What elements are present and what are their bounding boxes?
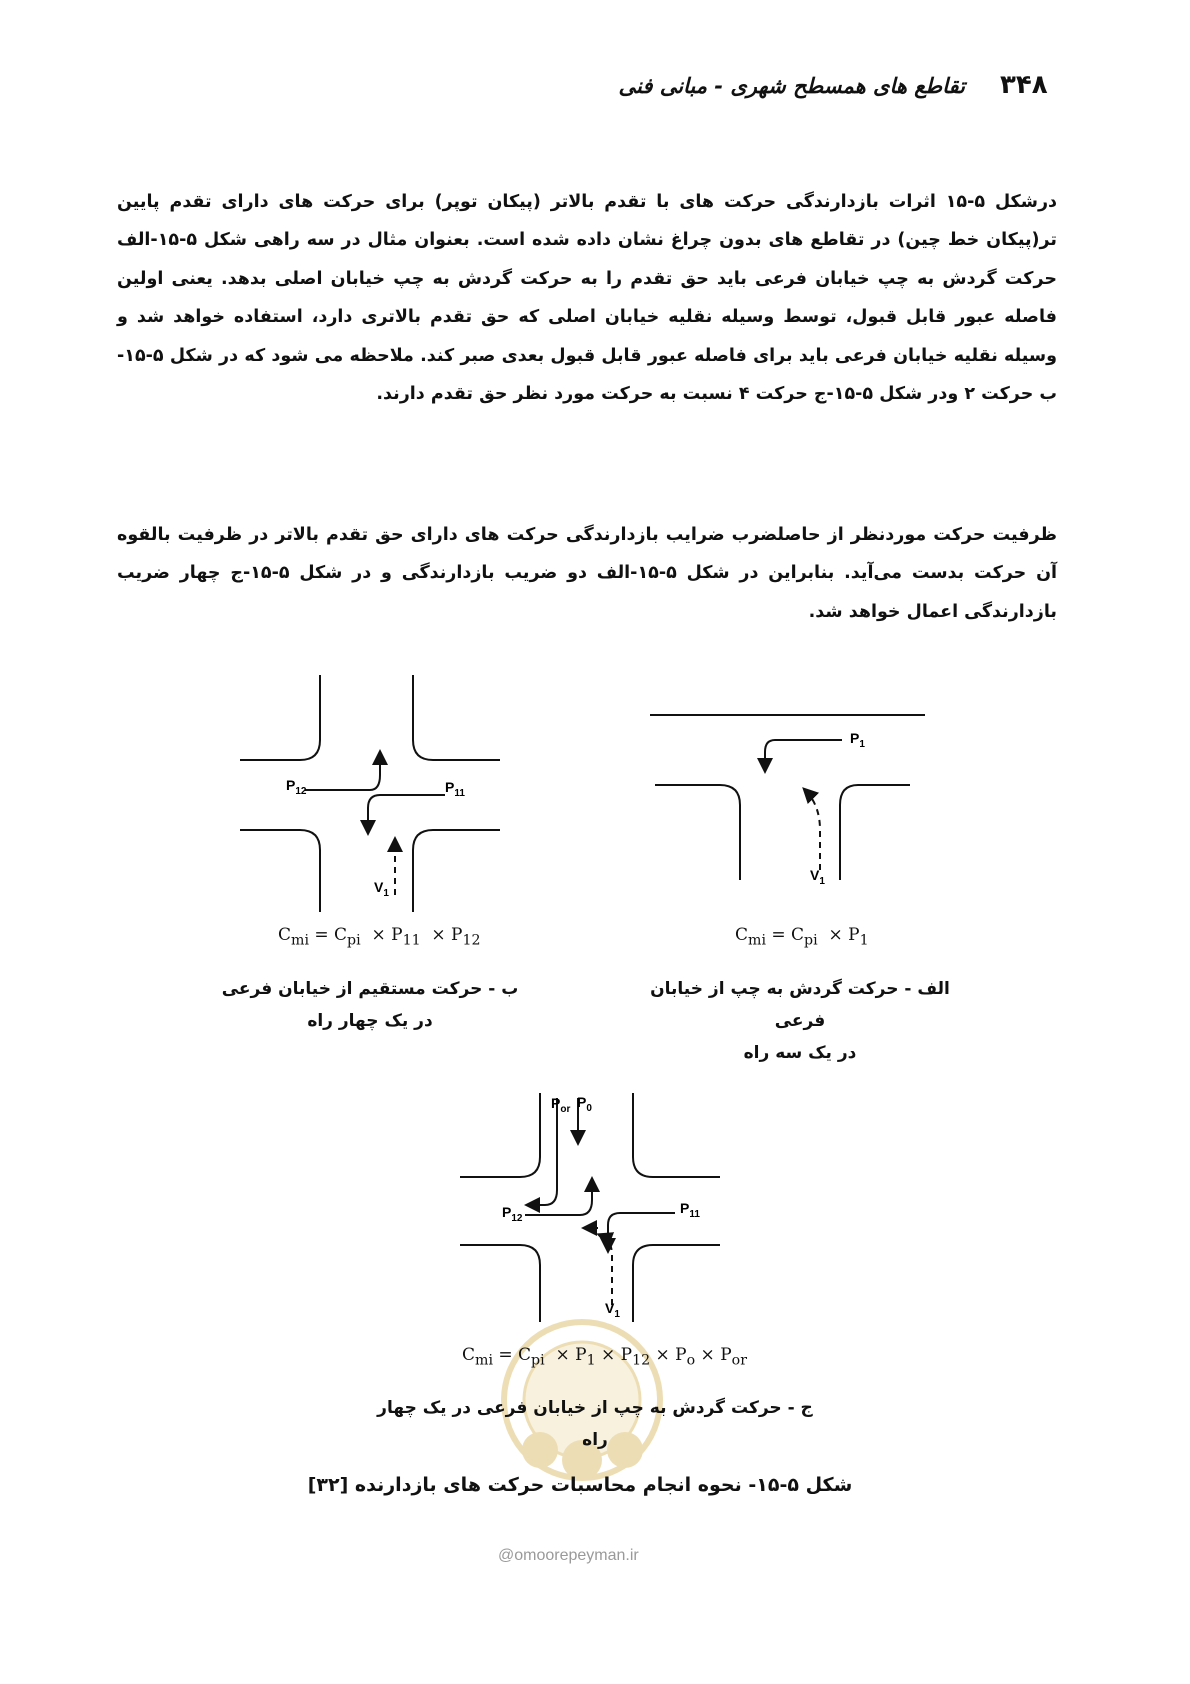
fig-c-curb-top-left	[460, 1093, 540, 1177]
fig-c-por-label: $P_{or}$	[551, 1095, 571, 1115]
fig-b-curb-bottom-right	[413, 830, 500, 912]
fig-b-p11-arrow	[368, 795, 445, 832]
figure-title: شکل ۵-۱۵- نحوه انجام محاسبات حرکت های بازدارنده [۳۲]	[307, 1474, 853, 1496]
fig-a-curb-left	[655, 785, 740, 880]
fig-a-caption-line2: در یک سه راه	[743, 1043, 857, 1063]
fig-b-v1-label: $V_1$	[374, 879, 389, 899]
fig-c-p12-label: $P_{12}$	[502, 1204, 523, 1224]
fig-a-caption-line1: الف - حرکت گردش به چپ از خیابان فرعی	[650, 979, 950, 1031]
fig-a-caption	[630, 973, 970, 1069]
fig-a-curb-right	[840, 785, 910, 880]
fig-c-curb-bottom-left	[460, 1245, 540, 1322]
fig-b-curb-top-left	[240, 675, 320, 760]
fig-b-curb-top-right	[413, 675, 500, 760]
fig-a-p1-arrow	[765, 740, 842, 770]
fig-c-curb-top-right	[633, 1093, 720, 1177]
fig-c-po-label: $P_0$	[577, 1094, 592, 1114]
fig-c-p12-arrow	[525, 1180, 592, 1215]
fig-a-v1-label: $V_1$	[810, 867, 825, 887]
fig-a-formula: $C_{mi} = C_{pi} \times P_1$	[735, 925, 869, 949]
paragraph-2: ظرفیت حرکت موردنظر از حاصلضرب ضرایب بازدارندگی حرکت های دارای حق تقدم بالاتر در ظرفیت بالقوه آن حرکت بدست می‌آید. بنابراین در شکل ۵-۱۵-الف دو ضریب بازدارندگی و در شکل ۵-۱۵-ج چهار ضریب بازدارندگی اعمال خواهد شد.	[117, 524, 1057, 622]
watermark-url: @omoorepeyman.ir	[498, 1547, 639, 1564]
fig-b-caption-line1: ب - حرکت مستقیم از خیابان فرعی	[221, 979, 519, 999]
fig-a-p1-label: $P_1$	[850, 730, 865, 750]
fig-b-p12-label: $P_{12}$	[286, 777, 307, 797]
fig-b-p12-arrow	[305, 753, 380, 790]
fig-c-curb-bottom-right	[633, 1245, 720, 1322]
fig-c-formula: $C_{mi} = C_{pi} \times P_1 \times P_{12} \times P_o \times P_{or}$	[462, 1345, 747, 1369]
fig-c-v1-arrow	[600, 1235, 612, 1305]
fig-b-caption	[210, 973, 530, 1037]
fig-c-por-arrow	[528, 1098, 557, 1205]
fig-c-p11-label: $P_{11}$	[680, 1200, 700, 1220]
fig-c-v1-label: $V_1$	[605, 1300, 620, 1320]
fig-a-v1-arrow	[805, 790, 820, 870]
page-number: ۳۴۸	[1000, 70, 1048, 100]
fig-c-caption: ج - حرکت گردش به چپ از خیابان فرعی در یک چهار راه	[377, 1398, 813, 1450]
running-title: تقاطع های همسطح شهری - مبانی فنی	[618, 74, 965, 98]
fig-b-formula: $C_{mi} = C_{pi} \times P_{11} \times P_{12}$	[278, 925, 481, 949]
figure-a-diagram	[650, 715, 925, 880]
fig-b-p11-label: $P_{11}$	[445, 779, 465, 799]
fig-b-caption-line2: در یک چهار راه	[307, 1011, 433, 1031]
paragraph-1: درشکل ۵-۱۵ اثرات بازدارندگی حرکت های با تقدم بالاتر (پیکان توپر) برای حرکت های دارای تقدم پایین تر(پیکان خط چین) در تقاطع های بدون چراغ نشان داده شده است. بعنوان مثال در سه راهی شکل ۵-۱۵-الف حرکت گردش به چپ خیابان فرعی باید حق تقدم را به حرکت گردش به چپ خیابان اصلی بدهد. یعنی اولین فاصله عبور قابل قبول، توسط وسیله نقلیه خیابان اصلی که حق تقدم بالاتری دارد، استفاده خواهد شد و وسیله نقلیه خیابان فرعی باید برای فاصله عبور قابل قبول بعدی صبر کند. ملاحظه می شود که در شکل ۵-۱۵-ب حرکت ۲ ودر شکل ۵-۱۵-ج حرکت ۴ نسبت به حرکت مورد نظر حق تقدم دارند.	[117, 191, 1058, 404]
fig-b-curb-bottom-left	[240, 830, 320, 912]
